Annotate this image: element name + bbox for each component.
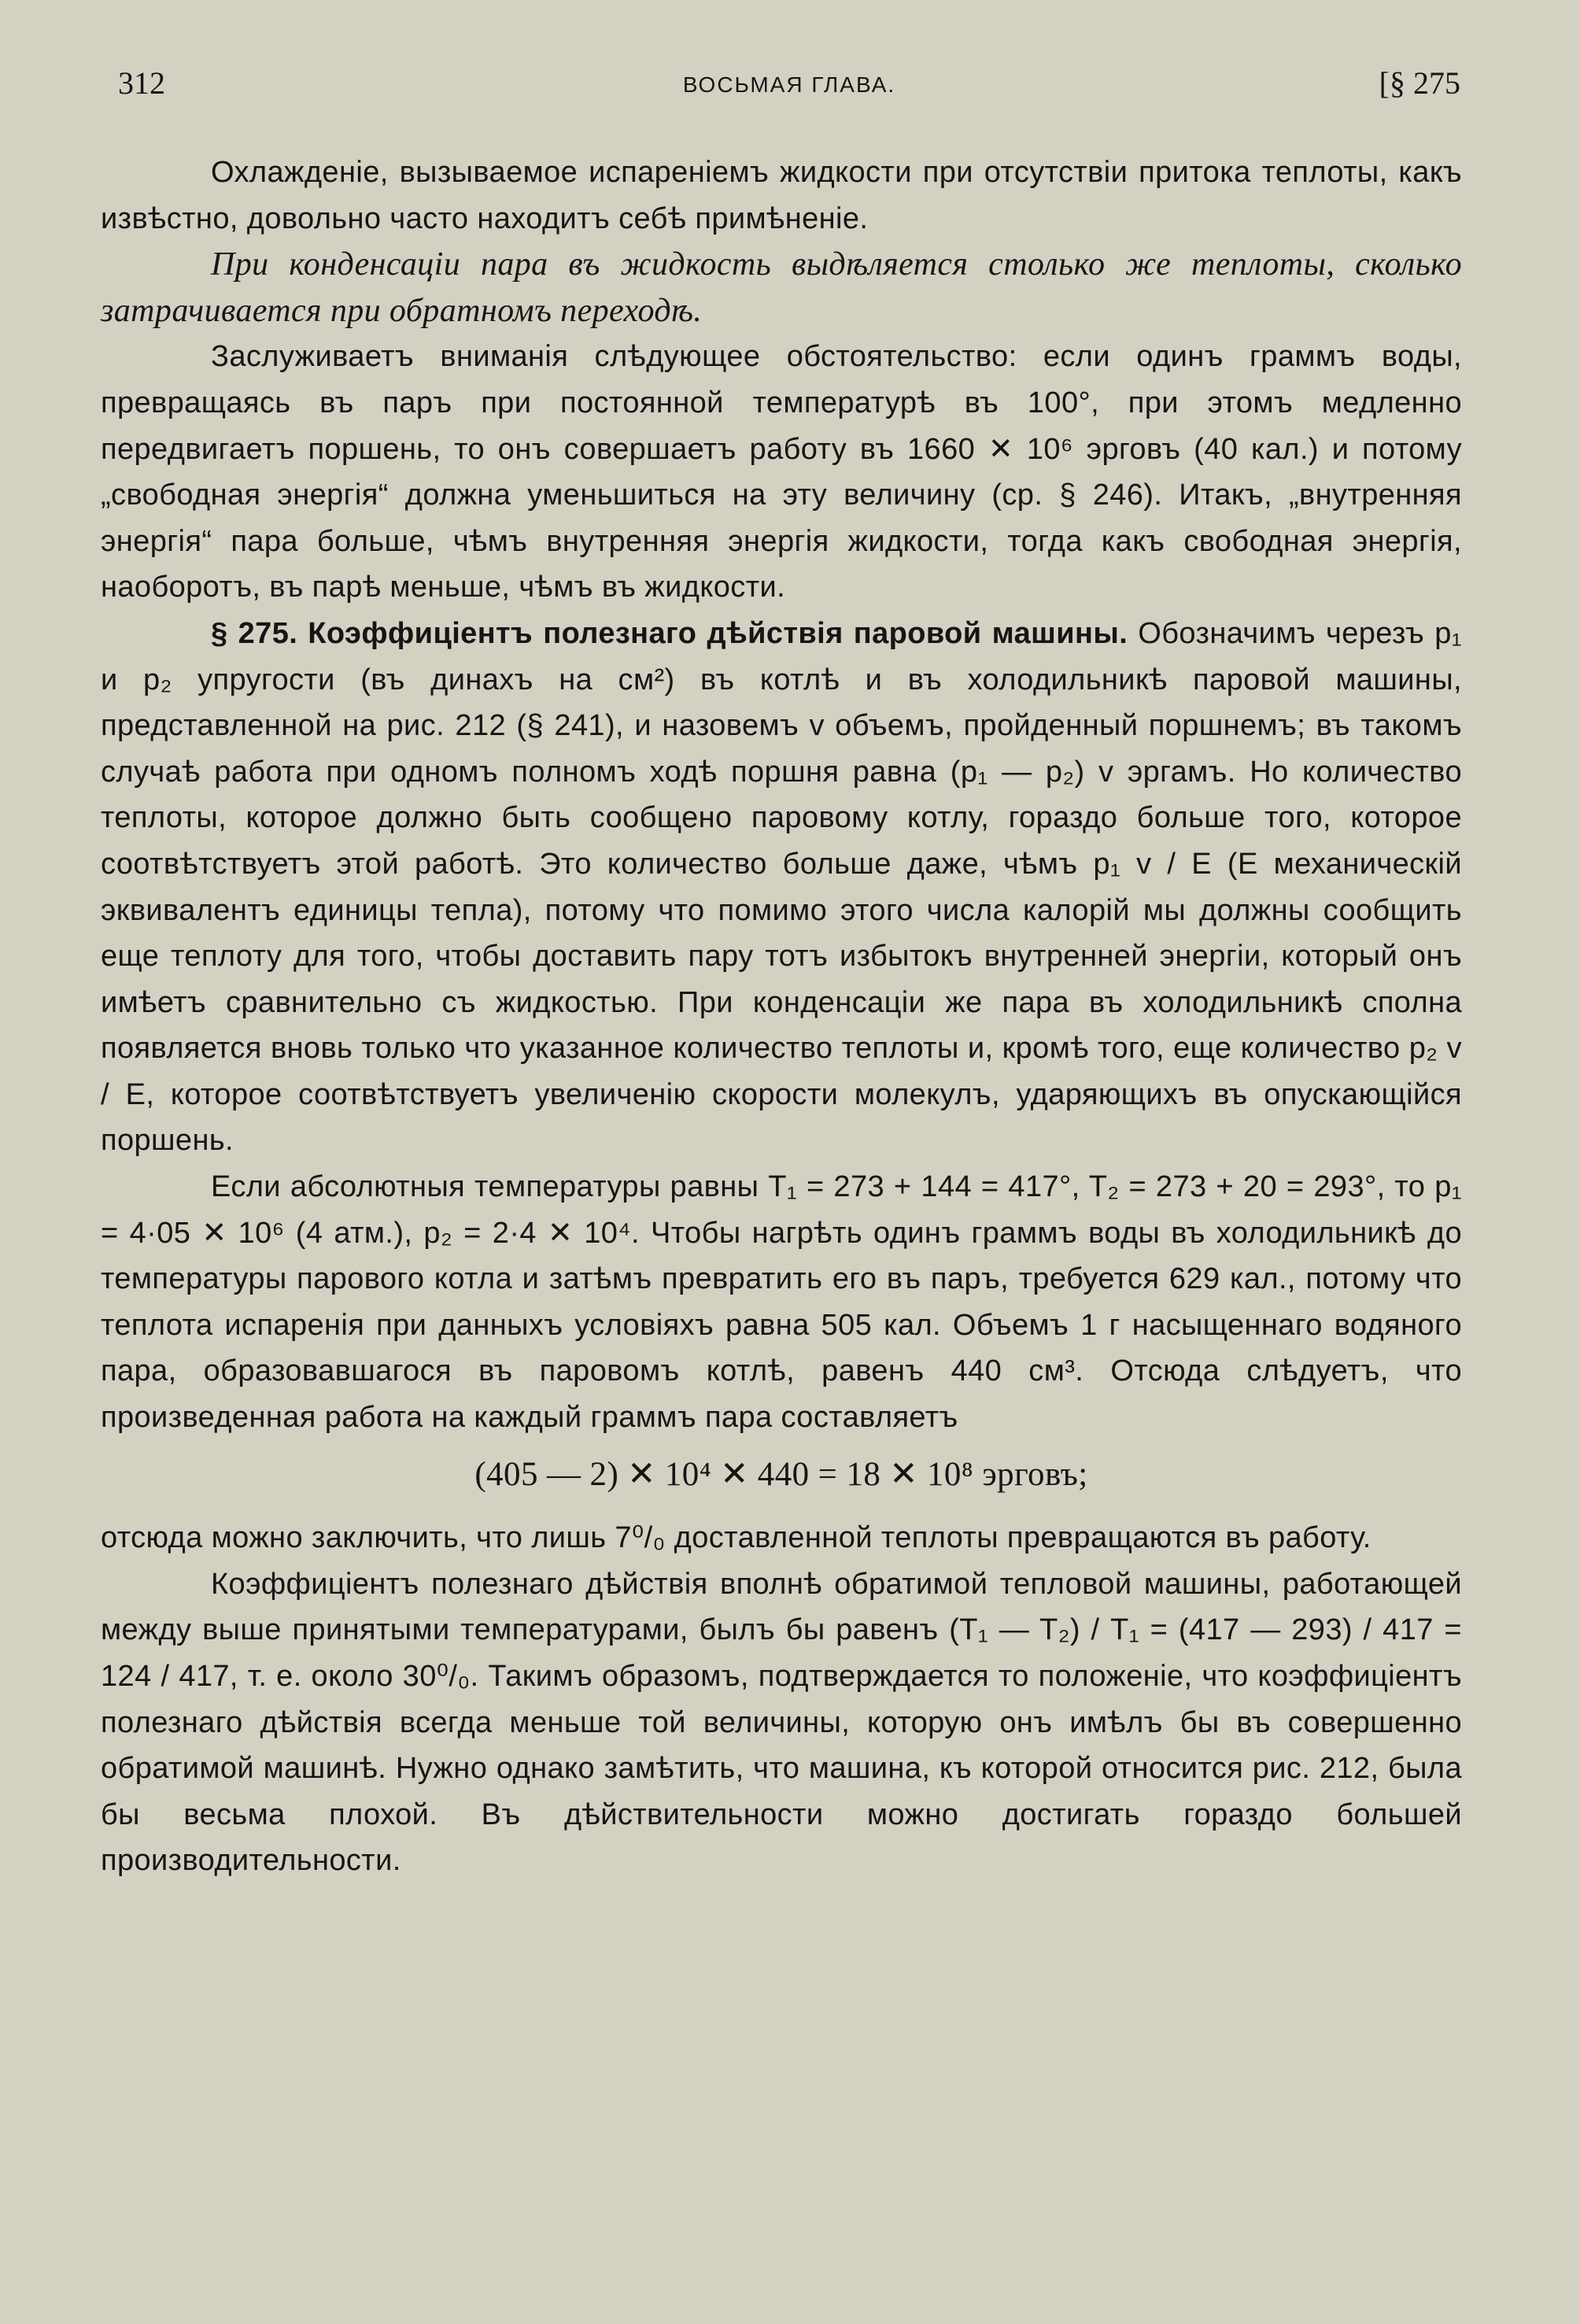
chapter-title: ВОСЬМАЯ ГЛАВА. [682,72,896,97]
page-number: 312 [118,65,165,101]
paragraph-condensation-heat: При конденсаціи пара въ жидкость выдѣляется столько же теплоты, сколько затрачивается при обратномъ переходѣ. [101,246,1462,329]
paragraph-section-275 [101,611,1462,1164]
page-header [118,65,1460,112]
section-heading: § 275. Коэффиціентъ полезнаго дѣйствія паровой машины. [211,616,1128,650]
paragraph-efficiency-result: отсюда можно заключить, что лишь 7⁰/₀ доставленной теплоты превращаются въ работу. [101,1521,1371,1555]
paragraph-free-energy: Заслуживаетъ вниманія слѣдующее обстоятельство: если одинъ граммъ воды, превращаясь въ паръ при постоянной температурѣ въ 100°, при этомъ медленно передвигаетъ поршень, то онъ совершаетъ работу въ 1660 ✕ 10⁶ эрговъ (40 кал.) и потому „свободная энергія“ должна уменьшиться на эту величину (ср. § 246). Итакъ, „внутренняя энергія“ пара больше, чѣмъ внутренняя энергія жидкости, тогда какъ свободная энергія, наоборотъ, въ парѣ меньше, чѣмъ въ жидкости. [101,340,1462,604]
work-formula: (405 — 2) ✕ 10⁴ ✕ 440 = 18 ✕ 10⁸ эрговъ; [474,1455,1088,1493]
page-body [101,150,1462,1884]
paragraph-temperatures: Если абсолютныя температуры равны T₁ = 273 + 144 = 417°, T₂ = 273 + 20 = 293°, то p₁ = 4·05 ✕ 10⁶ (4 атм.), p₂ = 2·4 ✕ 10⁴. Чтобы нагрѣть одинъ граммъ воды въ холодильникѣ до температуры парового котла и затѣмъ превратить его въ паръ, требуется 629 кал., потому что теплота испаренія при данныхъ условіяхъ равна 505 кал. Объемъ 1 г насыщеннаго водяного пара, образовавшагося въ паровомъ котлѣ, равенъ 440 см³. Отсюда слѣдуетъ, что произведенная работа на каждый граммъ пара составляетъ [101,1170,1462,1435]
paragraph-evaporation-cooling: Охлажденіе, вызываемое испареніемъ жидкости при отсутствіи притока теплоты, какъ извѣстно, довольно часто находитъ себѣ примѣненіе. [101,156,1462,235]
section-text: Обозначимъ черезъ p₁ и p₂ упругости (въ динахъ на см²) въ котлѣ и въ холодильникѣ паровой машины, представленной на рис. 212 (§ 241), и назовемъ v объемъ, пройденный поршнемъ; въ такомъ случаѣ работа при одномъ полномъ ходѣ поршня равна (p₁ — p₂) v эргамъ. Но количество теплоты, которое должно быть сообщено паровому котлу, гораздо больше того, которое соотвѣтствуетъ этой работѣ. Это количество больше даже, чѣмъ p₁ v / E (E механическій эквивалентъ единицы тепла), потому что помимо этого числа калорій мы должны сообщить еще теплоту для того, чтобы доставить пару тотъ избытокъ внутренней энергіи, который онъ имѣетъ сравнительно съ жидкостью. При конденсаціи же пара въ холодильникѣ сполна появляется вновь только что указанное количество теплоты и, кромѣ того, еще количество p₂ v / E, которое соотвѣтствуетъ увеличенію скорости молекулъ, ударяющихъ въ опускающійся поршень. [101,616,1462,1158]
section-reference: [§ 275 [1379,65,1460,101]
paragraph-reversible-efficiency: Коэффиціентъ полезнаго дѣйствія вполнѣ обратимой тепловой машины, работающей между выше принятыми температурами, былъ бы равенъ (T₁ — T₂) / T₁ = (417 — 293) / 417 = 124 / 417, т. е. около 30⁰/₀. Такимъ образомъ, подтверждается то положеніе, что коэффиціентъ полезнаго дѣйствія всегда меньше той величины, которую онъ имѣлъ бы въ совершенно обратимой машинѣ. Нужно однако замѣтить, что машина, къ которой относится рис. 212, была бы весьма плохой. Въ дѣйствительности можно достигать гораздо большей производительности. [101,1567,1462,1878]
